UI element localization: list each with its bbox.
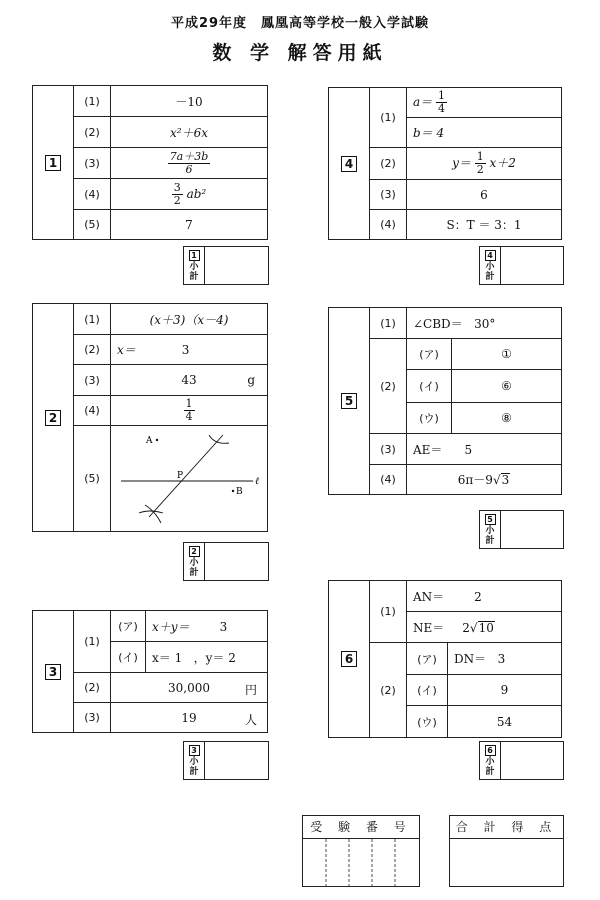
answer-cell: 6π－9√3 bbox=[407, 465, 562, 495]
row-label: (5) bbox=[74, 210, 111, 240]
question-5-table bbox=[328, 307, 562, 495]
row-label: (2) bbox=[74, 673, 111, 703]
answer-cell: x＝ 3 bbox=[111, 335, 268, 365]
exam-number-box[interactable] bbox=[302, 815, 420, 887]
question-number: 1 bbox=[33, 86, 74, 240]
answer-cell: ⑥ bbox=[452, 370, 562, 403]
answer-cell: a＝ $\frac{1}{4}$ bbox=[407, 88, 562, 118]
answer-cell: x＝ 1 ，y＝ 2 bbox=[146, 642, 268, 673]
point-p-label: P bbox=[177, 470, 184, 481]
answer-cell: ∠CBD＝ 30° bbox=[407, 308, 562, 339]
sub-label: (イ) bbox=[407, 370, 452, 403]
row-label: (1) bbox=[370, 581, 407, 643]
point-a-label: A bbox=[146, 435, 153, 446]
row-label: (1) bbox=[74, 611, 111, 673]
row-label: (4) bbox=[370, 465, 407, 495]
row-label: (2) bbox=[370, 643, 407, 738]
construction-figure bbox=[111, 427, 266, 531]
row-label: (1) bbox=[370, 308, 407, 339]
question-number: 5 bbox=[329, 308, 370, 495]
row-label: (3) bbox=[370, 180, 407, 210]
point-b-label: B bbox=[236, 486, 243, 497]
answer-cell: y＝ $\frac{1}{2}$ x＋2 bbox=[407, 148, 562, 180]
row-label: (2) bbox=[74, 335, 111, 365]
answer-cell: AE＝ 5 bbox=[407, 434, 562, 465]
sub-label: (ア) bbox=[407, 643, 448, 675]
construction-figure-cell bbox=[111, 426, 268, 532]
question-2-table bbox=[32, 303, 268, 532]
answer-cell: S：T ＝ 3：1 bbox=[407, 210, 562, 240]
subtotal-box-3[interactable]: 3 小 計 bbox=[183, 741, 269, 780]
answer-cell: x²＋6x bbox=[111, 117, 268, 148]
question-6-table bbox=[328, 580, 562, 738]
answer-cell: 6 bbox=[407, 180, 562, 210]
sub-label: (イ) bbox=[407, 675, 448, 706]
answer-cell: (x＋3)（x－4) bbox=[111, 304, 268, 335]
answer-cell: b＝ 4 bbox=[407, 118, 562, 148]
answer-cell: 19 人 bbox=[111, 703, 268, 733]
answer-cell: NE＝ 2√10 bbox=[407, 612, 562, 643]
answer-cell: ① bbox=[452, 339, 562, 370]
subtotal-box-6[interactable]: 6 小 計 bbox=[479, 741, 564, 780]
answer-cell: $\frac{1}{4}$ bbox=[111, 396, 268, 426]
row-label: (2) bbox=[370, 148, 407, 180]
answer-cell: AN＝ 2 bbox=[407, 581, 562, 612]
question-3-table bbox=[32, 610, 268, 733]
row-label: (1) bbox=[370, 88, 407, 148]
row-label: (2) bbox=[370, 339, 407, 434]
question-1-table bbox=[32, 85, 268, 240]
subtotal-box-4[interactable]: 4 小 計 bbox=[479, 246, 564, 285]
row-label: (4) bbox=[74, 179, 111, 210]
subtotal-box-2[interactable]: 2 小 計 bbox=[183, 542, 269, 581]
row-label: (5) bbox=[74, 426, 111, 532]
answer-cell: 9 bbox=[448, 675, 562, 706]
answer-cell: x＋y＝ 3 bbox=[146, 611, 268, 642]
row-label: (3) bbox=[370, 434, 407, 465]
question-number: 6 bbox=[329, 581, 370, 738]
question-number: 2 bbox=[33, 304, 74, 532]
sub-label: (ウ) bbox=[407, 706, 448, 738]
subtotal-box-1[interactable]: 1 小 計 bbox=[183, 246, 269, 285]
sheet-title: 数 学 解答用紙 bbox=[212, 42, 388, 64]
exam-number-header: 受 験 番 号 bbox=[303, 816, 419, 839]
answer-cell: 7 bbox=[111, 210, 268, 240]
subtotal-box-5[interactable]: 5 小 計 bbox=[479, 510, 564, 549]
total-score-header: 合 計 得 点 bbox=[450, 816, 563, 839]
question-number: 4 bbox=[329, 88, 370, 240]
exam-title: 平成29年度 鳳凰高等学校一般入学試験 bbox=[170, 16, 430, 31]
total-score-box[interactable] bbox=[449, 815, 564, 887]
line-l-label: ℓ bbox=[255, 475, 260, 487]
question-number: 3 bbox=[33, 611, 74, 733]
answer-cell: －10 bbox=[111, 86, 268, 117]
row-label: (4) bbox=[370, 210, 407, 240]
answer-cell: ⑧ bbox=[452, 403, 562, 434]
answer-cell: $\frac{7a+3b}{6}$ bbox=[111, 148, 268, 179]
answer-cell: 43 g bbox=[111, 365, 268, 396]
sub-label: (ア) bbox=[407, 339, 452, 370]
answer-cell: 54 bbox=[448, 706, 562, 738]
sub-label: (イ) bbox=[111, 642, 146, 673]
sub-label: (ア) bbox=[111, 611, 146, 642]
row-label: (1) bbox=[74, 86, 111, 117]
row-label: (3) bbox=[74, 365, 111, 396]
sub-label: (ウ) bbox=[407, 403, 452, 434]
question-4-table bbox=[328, 87, 562, 240]
row-label: (3) bbox=[74, 148, 111, 179]
answer-cell: DN＝ 3 bbox=[448, 643, 562, 675]
answer-cell: 30,000 円 bbox=[111, 673, 268, 703]
exam-number-dividers bbox=[303, 839, 419, 886]
row-label: (1) bbox=[74, 304, 111, 335]
row-label: (4) bbox=[74, 396, 111, 426]
row-label: (3) bbox=[74, 703, 111, 733]
row-label: (2) bbox=[74, 117, 111, 148]
answer-cell: $\frac{3}{2}$ ab² bbox=[111, 179, 268, 210]
